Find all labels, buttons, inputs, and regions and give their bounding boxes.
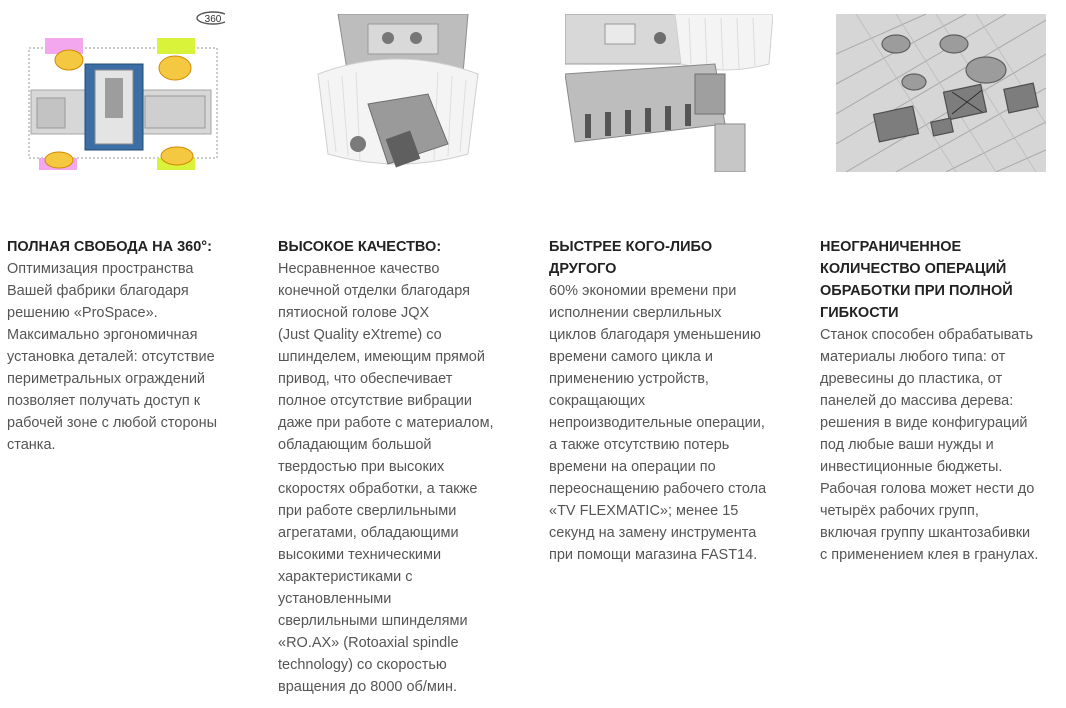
feature-title: БЫСТРЕЕ КОГО-ЛИБО ДРУГОГО [549,239,713,277]
feature-description: Станок способен обрабатывать материалы любого типа: от древесины до пластика, от панелей до массива дерева: решения в виде конфигураций под любые ваши нужды и инвестиционные бюджеты. Рабочая голова может нести до четырёх рабочих групп, включая группу шкантозабивки с применением клея в гранулах. [820,327,1039,563]
feature-title: ВЫСОКОЕ КАЧЕСТВО: [278,239,442,255]
feature-description: 60% экономии времени при исполнении сверлильных циклов благодаря уменьшению времени самого цикла и применению устройств, сокращающих непроизводительные операции, а также отсутствию потерь времени на операции по переоснащению рабочего стола «TV FLEXMATIC»; менее 15 секунд на замену инструмента при помощи магазина FAST14. [549,283,767,563]
feature-description: Несравненное качество конечной отделки благодаря пятиосной голове JQX (Just Quality eXtreme) со шпинделем, имеющим прямой привод, что обеспечивает полное отсутствие вибрации даже при работе с материалом, обладающим большой твердостью при высоких скоростях обработки, а также при работе сверлильными агрегатами, обладающими высокими техническими характеристиками с установленными сверлильными шпинделями «RO.AX» (Rotoaxial spindle technology) со скоростью вращения до 8000 об/мин. [278,261,494,695]
rotate-360-icon [197,12,225,25]
spindle-head-image [298,14,498,176]
worktable-image [836,14,1046,172]
drilling-unit-image [565,14,773,172]
feature-title: ПОЛНАЯ СВОБОДА НА 360°: [7,239,212,255]
feature-title: НЕОГРАНИЧЕННОЕ КОЛИЧЕСТВО ОПЕРАЦИЙ ОБРАБОТКИ ПРИ ПОЛНОЙ ГИБКОСТИ [820,239,1013,321]
machine-layout-image [25,8,225,176]
feature-description: Оптимизация пространства Вашей фабрики благодаря решению «ProSpace». Максимально эргономичная установка деталей: отсутствие периметральных ограждений позволяет получать доступ к рабочей зоне с любой стороны станка. [7,261,218,453]
svg-text:360: 360 [204,14,222,25]
